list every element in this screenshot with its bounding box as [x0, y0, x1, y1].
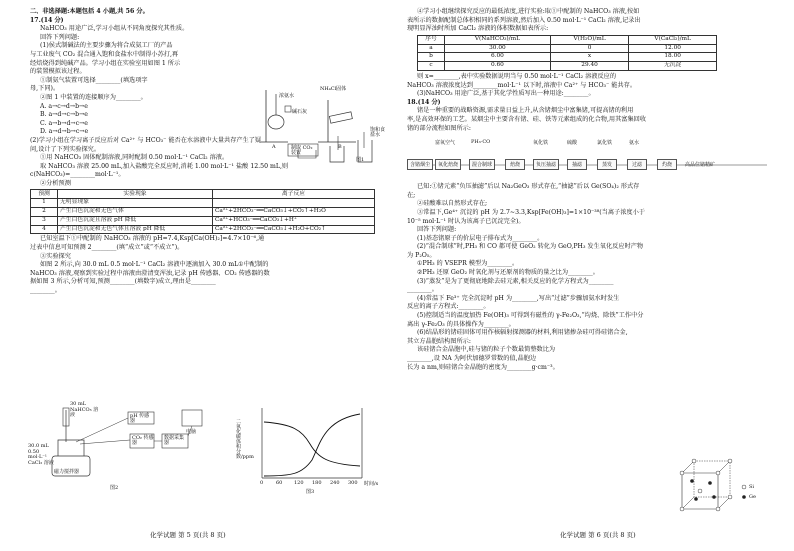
figure-caption: 图1: [356, 157, 365, 163]
table-cell: 产生白色沉淀和无色气体且溶液 pH 降低: [58, 225, 213, 234]
flow-step: 混合制球: [469, 159, 495, 170]
text-line: NaHCO₃ 用途广泛,学习小组从不同角度探究其性质。: [40, 25, 189, 33]
question-18-heading: 18.(14 分): [407, 98, 441, 106]
tick-label: 60: [276, 480, 283, 486]
legend-label: Ge: [749, 494, 756, 500]
unit-cell-drawing: [672, 455, 772, 515]
table-cell: 0: [550, 44, 628, 53]
text-line: 反应的离子方程式:________。: [407, 303, 490, 311]
label: CO₂ 传感器: [132, 435, 154, 446]
option-d: D. a→d→b→c→e: [40, 128, 89, 136]
table-cell: 无明显现象: [58, 199, 213, 208]
text-line: 10⁻⁵ mol·L⁻¹ 时认为该离子已沉淀完全)。: [407, 217, 525, 225]
flow-input: PH₃·CO: [471, 139, 491, 146]
figure-caption: 图3: [306, 489, 315, 495]
text-line: (3)NaHCO₃ 用途广泛,基于其化学性质写出一种用途:________。: [417, 90, 595, 98]
flow-step: 蒸发: [597, 159, 617, 170]
flow-step: 灼烧: [657, 159, 677, 170]
label: 30 mL NaHCO₃ 溶液: [70, 401, 99, 418]
option-c: C. a→b→d→c→e: [40, 119, 88, 127]
text-line: 锗的部分流程如图所示:: [407, 124, 471, 132]
prediction-table: [30, 189, 375, 234]
table-cell: 29.40: [550, 62, 628, 71]
text-line: c(NaHCO₃)=________mol·L⁻¹。: [30, 171, 125, 179]
table-cell: 18.00: [629, 53, 717, 62]
text-line: (2)“混合制球”时,PH₃ 和 CO 都可使 GeO₂ 转化为 GeO,PH₃ 发生氧化反应时产物: [417, 243, 644, 251]
text-line: ________。: [30, 287, 61, 295]
text-line: (4)常温下 Fe³⁺ 完全沉淀时 pH 为________,写出“过滤”步骤加氨水时发生: [417, 294, 620, 302]
table-cell: 2: [31, 208, 58, 217]
table-cell: 产生白色沉淀和无色气体: [58, 208, 213, 217]
flow-input: 氨水: [629, 140, 640, 147]
flow-input: 富氧空气: [435, 140, 456, 147]
text-line: (1)侯式制碱法的主要步骤为将合成氨工厂的产品: [40, 42, 173, 50]
y-axis-label: 二氧化碳体积分数/ppm: [236, 419, 254, 460]
table-cell: [213, 199, 375, 208]
flow-step: 抽滤: [567, 159, 587, 170]
label: A: [272, 144, 276, 150]
label: 碱石灰: [292, 109, 308, 115]
table-row: [418, 62, 717, 71]
flow-step: 过滤: [627, 159, 647, 170]
text-line: (6)结晶形的锗硅固体可用作核辐射探测器的材料,利用锗掺杂硅可得硅锗合金,: [417, 329, 628, 337]
flow-product: 高品位锗精矿: [685, 162, 716, 169]
table-header: V(NaHCO₃)/mL: [445, 35, 551, 44]
text-line: 问,设计了下列实验探究。: [30, 145, 101, 153]
figure-1: [258, 80, 388, 165]
tick-label: 300: [348, 480, 358, 486]
text-line: ②PH₃ 还原 GeO₂ 时氧化剂与还原剂的物质的量之比为________。: [417, 269, 599, 277]
text-line: 在;: [407, 191, 416, 199]
table-cell: 0.60: [445, 62, 551, 71]
tick-label: 0: [260, 480, 264, 486]
legend-label: Si: [749, 484, 755, 490]
label: B: [338, 144, 342, 150]
text-line: 取 NaHCO₃ 溶液 25.00 mL,加入盐酸完全反应时,消耗 1.00 mol·L⁻¹ 盐酸 12.50 mL,则: [40, 162, 289, 170]
table-cell: 12.00: [629, 44, 717, 53]
flow-step: 氧化焙烧: [435, 159, 461, 170]
table-cell: b: [418, 53, 445, 62]
text-line: ②硅酸难以自然形式存在;: [417, 200, 488, 208]
label: 数据采集器: [164, 435, 185, 446]
option-b: B. a→d→c→b→e: [40, 111, 88, 119]
table-row: [418, 44, 717, 53]
text-line: (2)学习小组在学习离子反应后对 Ca²⁺ 与 HCO₃⁻ 能否在水溶液中大量共存产生了疑: [30, 136, 262, 144]
table-header: 序号: [418, 35, 445, 44]
page-footer-left: 化学试题 第 5 页(共 8 页): [150, 531, 226, 539]
tick-label: 240: [330, 480, 340, 486]
text-line: NaHCO₃ 溶液浓度达到________mol·L⁻¹ 以下时,溶液中 Ca²⁺ 与 HCO₃⁻ 能共存。: [407, 81, 637, 89]
text-line: ③常温下,Ge⁴⁺ 沉淀的 pH 为 2.7~3.3,Ksp[Fe(OH)₃]=1×10⁻³⁸(当离子浓度小于: [417, 208, 645, 216]
text-line: 为 P₂O₅。: [407, 251, 436, 259]
text-line: ④学习小组继续探究反应的最低浓度,进行实验:取①中配制的 NaHCO₃ 溶液,按如: [417, 8, 640, 15]
table-cell: 无沉淀: [629, 62, 717, 71]
text-line: ①PH₃ 的 VSEPR 模型为________。: [417, 260, 519, 268]
flow-arrows: [407, 135, 776, 181]
text-line: 表所示的数据配制总体积相同的系列溶液,然后加入 0.50 mol·L⁻¹ CaCl₂ 溶液,记录出: [407, 16, 641, 24]
figure-2: [30, 400, 210, 500]
flow-input: 硫酸: [567, 140, 578, 147]
text-line: 的装置模拟该过程。: [30, 68, 86, 76]
label: 电脑: [186, 429, 197, 435]
text-line: 过表中信息可知预测 2________(填“成立”或“不成立”)。: [30, 244, 184, 252]
text-line: 回答下列问题:: [40, 33, 80, 41]
text-line: 则 x=________,表中实验数据说明当与 0.50 mol·L⁻¹ CaCl₂ 溶液反应的: [417, 72, 617, 80]
table-cell: Ca²⁺+2HCO₃⁻══CaCO₃↓+H₂O+CO₂↑: [213, 225, 375, 234]
label: 磁力搅拌器: [54, 469, 80, 475]
text-line: ________,设 NA 为阿伏加德罗常数的值,晶胞边: [407, 355, 537, 362]
label: 30.0 mL 0.50 mol·L⁻¹ CaCl₂ 溶液: [28, 443, 54, 466]
flow-step: 含锗烟尘: [407, 159, 433, 170]
table-row: [31, 225, 375, 234]
text-line: 离出 γ-Fe₂O₃ 的具体操作为________。: [407, 320, 515, 328]
figure-3: [236, 400, 392, 500]
flow-input: 氧化铁: [533, 140, 549, 147]
text-line: 如图 2 所示,向 30.0 mL 0.5 mol·L⁻¹ CaCl₂ 溶液中逐滴加入 30.0 mL①中配制的: [40, 261, 269, 269]
section-heading: 二、非选择题:本题包括 4 小题,共 56 分。: [30, 8, 149, 15]
tick-label: 180: [312, 480, 322, 486]
table-cell: 4: [31, 225, 58, 234]
text-line: ②图 1 中装置的连接顺序为________。: [40, 93, 147, 101]
text-line: 率,是高效环保的工艺。某烟尘中主要含有锗、硅、铁等元素组成的化合物,用其富集回收: [407, 115, 647, 123]
process-flowchart: [407, 135, 776, 181]
text-line: 其立方晶胞结构图所示:: [407, 337, 471, 345]
text-line: 母,下同)。: [30, 85, 60, 93]
table-cell: x: [550, 53, 628, 62]
table-cell: 6.00: [445, 53, 551, 62]
text-line: 与工业废气 CO₂ 混合通入饱和食盐水中制得小苏打,再: [30, 50, 179, 58]
figure-caption: 图2: [110, 485, 119, 491]
text-line: (3)“蒸发”是为了更彻底地除去硅元素,相关反应的化学方程式为________: [417, 277, 614, 285]
flow-input: 氯化铁: [597, 140, 613, 147]
text-line: 已知室温下①中配制的 NaHCO₃ 溶液的 pH=7.4,Ksp[Ca(OH)₂]=4.7×10⁻⁶,通: [40, 235, 265, 243]
table-header: 预测: [31, 190, 58, 199]
text-line: 锗是一种重要的战略资源,需求量日益上升,从含锗烟尘中富集锗,可提高锗的利用: [417, 107, 634, 115]
table-header: 离子反应: [213, 190, 375, 199]
table-row: [418, 53, 717, 62]
table-cell: Ca²⁺+HCO₃⁻══CaCO₃↓+H⁺: [213, 216, 375, 225]
text-line: NaHCO₃ 溶液,观察到实验过程中溶液由澄清变浑浊,记录 pH 传感器、CO₂ 传感器的数: [30, 269, 270, 277]
table-header: V(CaCl₂)/mL: [629, 35, 717, 44]
table-cell: c: [418, 62, 445, 71]
table-cell: 30.00: [445, 44, 551, 53]
label: 饱和食盐水: [370, 127, 386, 138]
apparatus-drawing: [258, 80, 388, 165]
text-line: 现明显浑浊时所加 CaCl₂ 溶液的体积数据如表所示:: [407, 25, 549, 33]
x-axis-label: 时间/s: [364, 481, 379, 487]
text-line: 回答下列问题:: [417, 226, 457, 234]
text-line: 该硅锗合金晶胞中,硅与锗的粒子个数最简整数比为: [417, 346, 556, 354]
table-cell: 3: [31, 216, 58, 225]
text-line: ①制氨气装置可选择________(填选项字: [40, 76, 148, 84]
text-line: 长为 a nm,则硅锗合金晶胞的密度为________g·cm⁻³。: [407, 363, 559, 371]
page-footer-right: 化学试题 第 6 页(共 8 页): [560, 531, 636, 539]
table-header: 实验现象: [58, 190, 213, 199]
label: 制取 CO₂ 装置: [291, 145, 313, 156]
table-header: V(H₂O)/mL: [550, 35, 628, 44]
flow-step: 负压抽滤: [533, 159, 559, 170]
text-line: 据如图 3 所示,分析可知,预测________(填数字)成立,理由是________: [30, 278, 216, 286]
tick-label: 120: [294, 480, 304, 486]
table-cell: 1: [31, 199, 58, 208]
label: 浓氨水: [279, 93, 295, 99]
table-row: [31, 216, 375, 225]
text-line: ________。: [407, 286, 438, 294]
text-line: 经焙烧得到纯碱产品。学习小组在实验室用如图 1 所示: [30, 59, 181, 67]
label: pH 传感器: [130, 413, 150, 424]
question-17-heading: 17.(14 分): [30, 16, 64, 24]
table-cell: 产生白色沉淀且溶液 pH 降低: [58, 216, 213, 225]
left-text-block-2: [30, 235, 387, 295]
table-cell: a: [418, 44, 445, 53]
flow-step: 焙烧: [505, 159, 525, 170]
text-line: 已知:①锗元素“负压抽滤”后以 Na₂GeO₃ 形式存在,“抽滤”后以 Ge(SO₄)₂ 形式存: [417, 183, 640, 191]
text-line: ①用 NaHCO₃ 固体配制溶液,同时配制 0.50 mol·L⁻¹ CaCl₂ 溶液。: [40, 154, 229, 162]
text-line: ③实验探究: [40, 252, 71, 260]
table-row: [31, 199, 375, 208]
crystal-cell-figure: [672, 455, 772, 515]
text-line: (1)基态锗原子的价层电子排布式为________。: [417, 234, 544, 242]
table-cell: Ca²⁺+2HCO₃⁻══CaCO₃↓+CO₂↑+H₂O: [213, 208, 375, 217]
option-a: A. a→c→d→b→e: [40, 102, 88, 110]
text-line: ②分析预测: [40, 179, 71, 187]
volume-table: [417, 35, 717, 71]
text-line: (5)控制适当的温度加热 Fe(OH)₃ 可得到有磁性的 γ-Fe₂O₃,“均烧、除铁”工作中分: [417, 312, 644, 320]
table-row: [31, 208, 375, 217]
label: NH₄Cl固体: [320, 86, 347, 92]
